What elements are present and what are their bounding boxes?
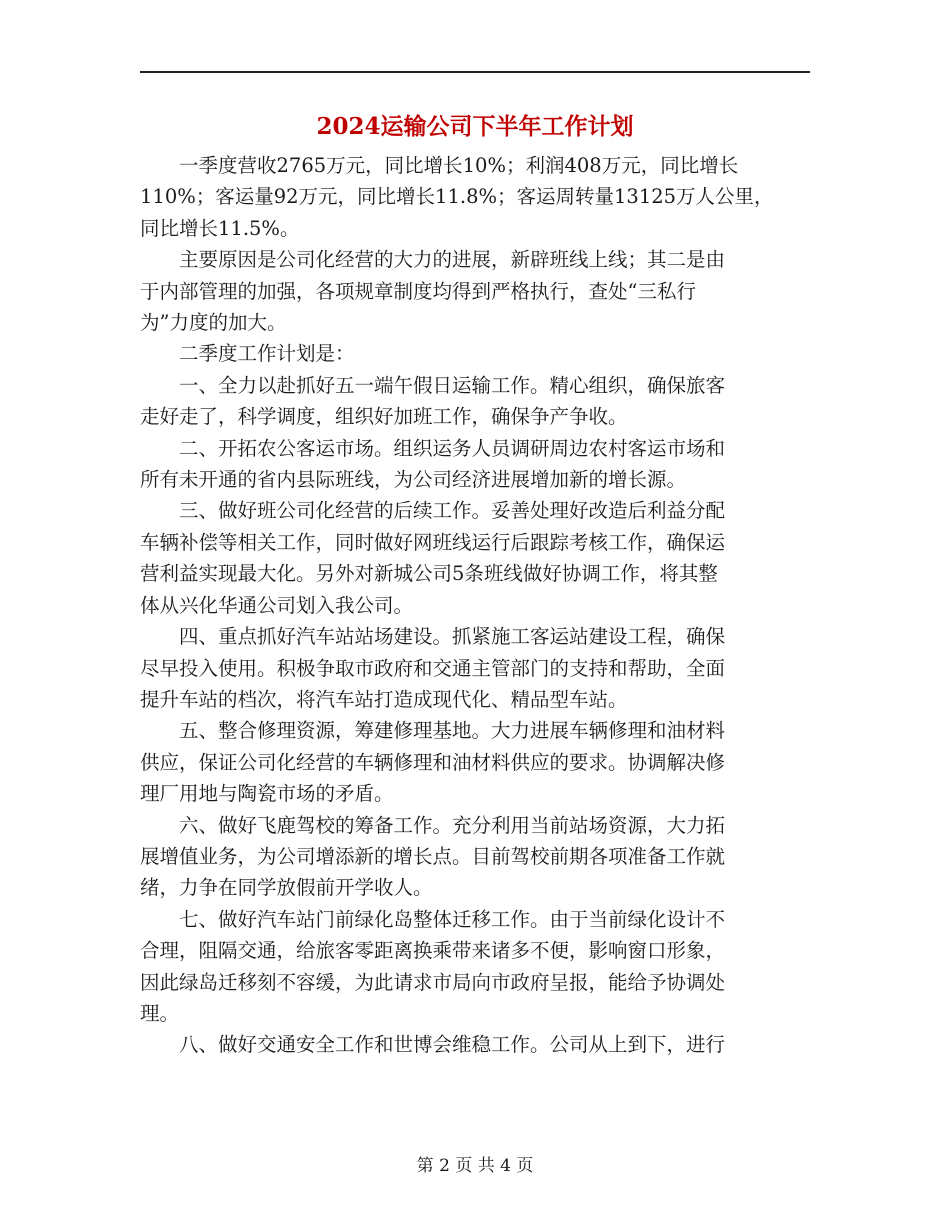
paragraph-line: 因此绿岛迁移刻不容缓，为此请求市局向市政府呈报，能给予协调处 xyxy=(140,970,726,994)
paragraph xyxy=(140,495,810,621)
paragraph-line: 同比增长11.5%。 xyxy=(140,216,300,240)
paragraph-line: 五、整合修理资源，筹建修理基地。大力进展车辆修理和油材料 xyxy=(179,719,726,743)
paragraph-line: 提升车站的档次，将汽车站打造成现代化、精品型车站。 xyxy=(140,687,628,711)
paragraph-line: 一季度营收2765万元，同比增长10%；利润408万元，同比增长 xyxy=(179,154,739,177)
paragraph-line: 八、做好交通安全工作和世博会维稳工作。公司从上到下，进行 xyxy=(179,1033,726,1057)
paragraph xyxy=(140,810,810,904)
paragraph-line: 营利益实现最大化。另外对新城公司5条班线做好协调工作，将其整 xyxy=(140,562,718,586)
paragraph-line: 七、做好汽车站门前绿化岛整体迁移工作。由于当前绿化设计不 xyxy=(179,907,726,931)
paragraph xyxy=(140,904,810,1030)
paragraph-line: 绪，力争在同学放假前开学收人。 xyxy=(140,876,433,900)
page-number-footer: 第 2 页 共 4 页 xyxy=(416,1156,534,1176)
paragraph-line: 理厂用地与陶瓷市场的矛盾。 xyxy=(140,782,394,806)
paragraph-line: 四、重点抓好汽车站站场建设。抓紧施工客运站建设工程，确保 xyxy=(179,625,726,649)
paragraph-line: 六、做好飞鹿驾校的筹备工作。充分利用当前站场资源，大力拓 xyxy=(179,813,726,837)
paragraph xyxy=(140,433,810,496)
paragraph-line: 体从兴化华通公司划入我公司。 xyxy=(140,593,414,617)
paragraph-line: 理。 xyxy=(140,1001,180,1025)
paragraph-line: 主要原因是公司化经营的大力的进展，新辟班线上线；其二是由 xyxy=(179,248,726,272)
paragraph-line: 三、做好班公司化经营的后续工作。妥善处理好改造后利益分配 xyxy=(179,499,726,523)
paragraph xyxy=(140,338,810,369)
paragraph-line: 所有未开通的省内县际班线，为公司经济进展增加新的增长源。 xyxy=(140,468,687,492)
paragraph-line: 二季度工作计划是： xyxy=(179,342,355,366)
paragraph xyxy=(140,1029,810,1060)
paragraph-line: 合理，阻隔交通，给旅客零距离换乘带来诸多不便，影响窗口形象， xyxy=(140,939,726,963)
paragraph-line: 车辆补偿等相关工作，同时做好网班线运行后跟踪考核工作，确保运 xyxy=(140,530,726,554)
paragraph xyxy=(140,150,810,244)
paragraph-line: 二、开拓农公客运市场。组织运务人员调研周边农村客运市场和 xyxy=(179,436,726,460)
paragraph-line: 供应，保证公司化经营的车辆修理和油材料供应的要求。协调解决修 xyxy=(140,750,726,774)
paragraph-line: 于内部管理的加强，各项规章制度均得到严格执行，查处“三私行 xyxy=(140,279,696,303)
paragraph xyxy=(140,621,810,715)
paragraph-line: 一、全力以赴抓好五一端午假日运输工作。精心组织，确保旅客 xyxy=(179,373,726,397)
paragraph xyxy=(140,370,810,433)
paragraph xyxy=(140,244,810,338)
header-rule xyxy=(140,71,810,73)
paragraph xyxy=(140,715,810,809)
document-body xyxy=(140,150,810,1061)
paragraph-line: 110%；客运量92万元，同比增长11.8%；客运周转量13125万人公里， xyxy=(140,185,774,209)
paragraph-line: 尽早投入使用。积极争取市政府和交通主管部门的支持和帮助，全面 xyxy=(140,656,726,680)
paragraph-line: 展增值业务，为公司增添新的增长点。目前驾校前期各项准备工作就 xyxy=(140,844,726,868)
document-title: 2024运输公司下半年工作计划 xyxy=(316,113,634,140)
paragraph-line: 为”力度的加大。 xyxy=(140,311,287,335)
paragraph-line: 走好走了，科学调度，组织好加班工作，确保争产争收。 xyxy=(140,405,628,429)
